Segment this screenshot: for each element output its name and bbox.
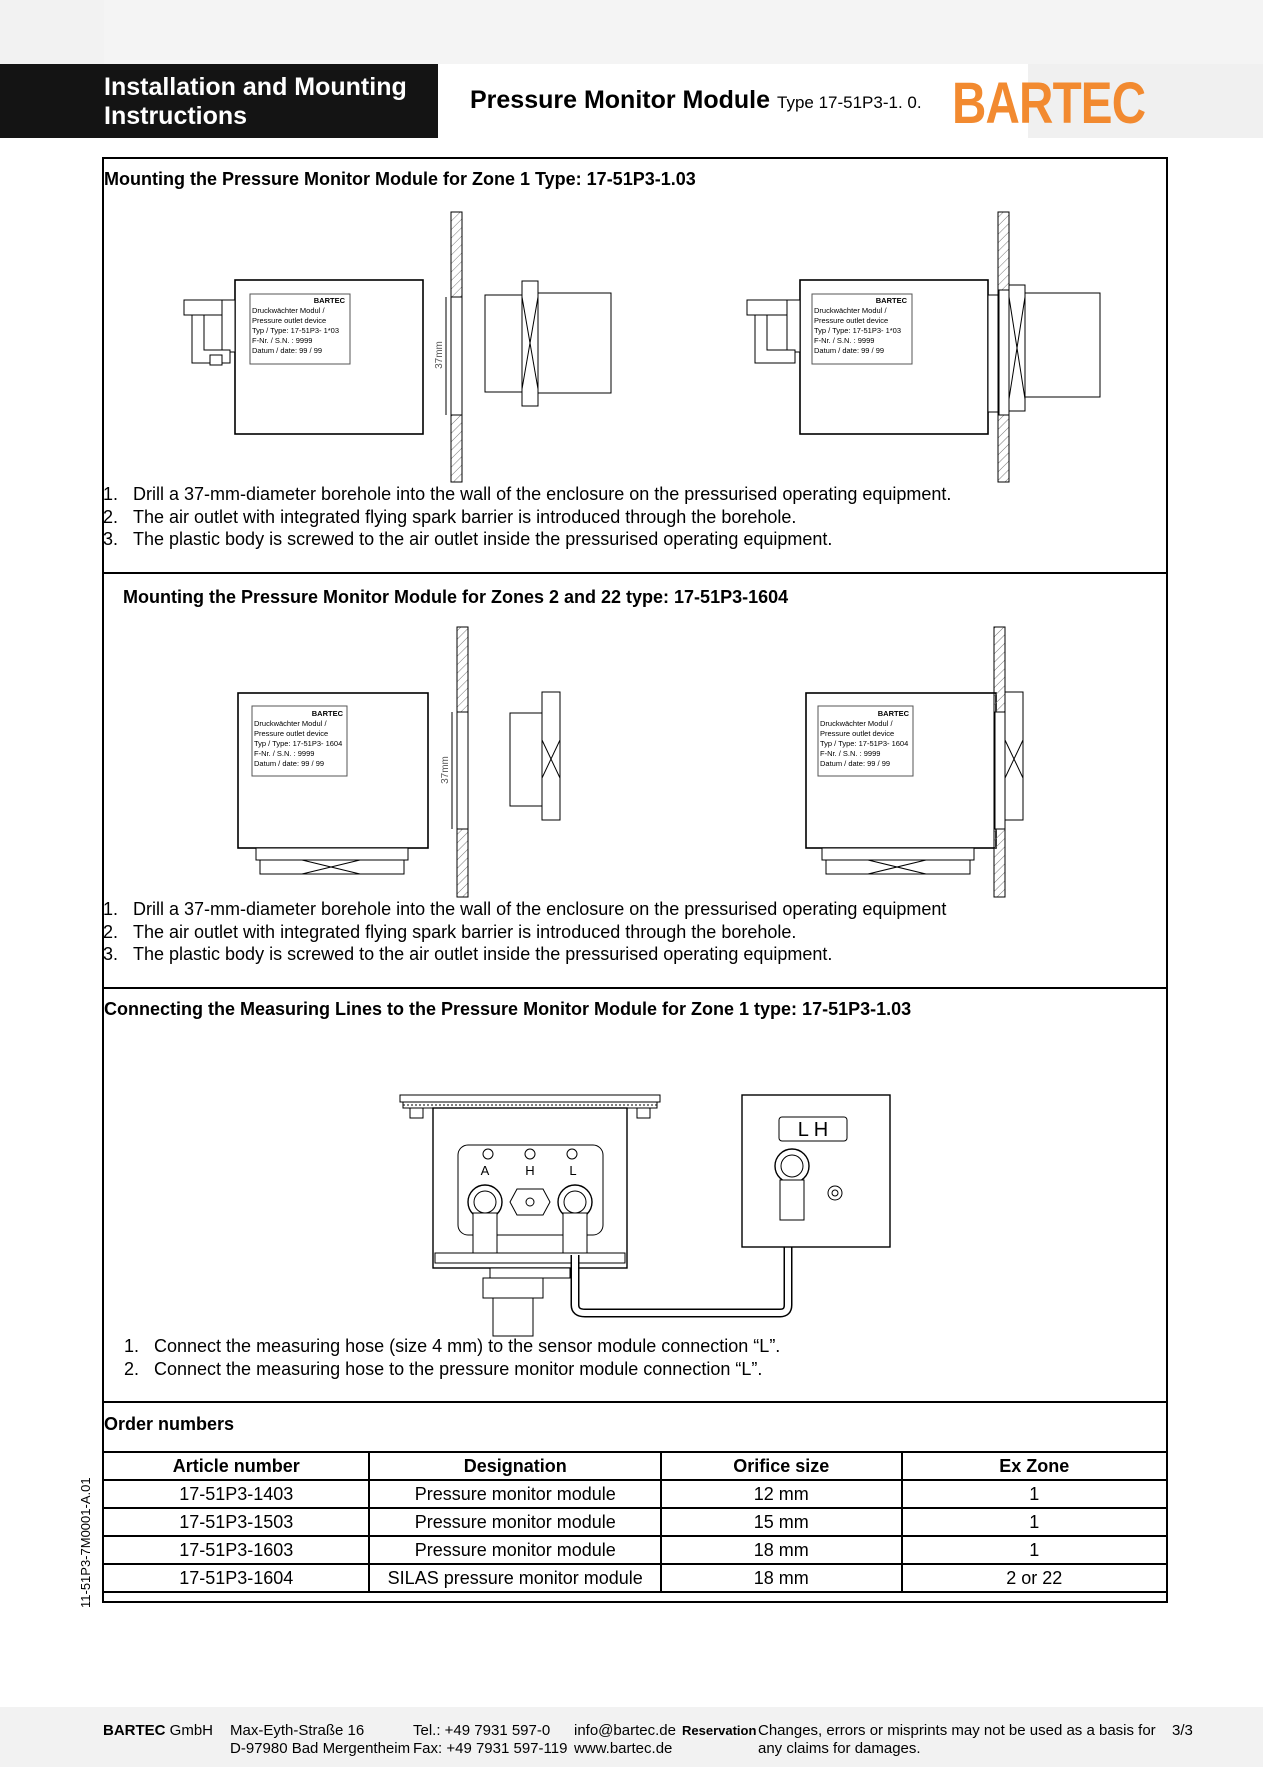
col-header: Ex Zone — [902, 1452, 1167, 1480]
footer-web[interactable]: www.bartec.de — [574, 1740, 673, 1757]
footer-fax: Fax: +49 7931 597-119 — [413, 1740, 568, 1757]
table-header-row — [103, 1452, 1167, 1480]
svg-text:Pressure outlet device: Pressure outlet device — [254, 729, 329, 738]
list-item: 2. Connect the measuring hose to the pressure monitor module connection “L”. — [124, 1358, 763, 1379]
svg-text:Datum / date: 99 / 99: Datum / date: 99 / 99 — [254, 759, 325, 768]
svg-text:37mm: 37mm — [440, 756, 451, 784]
device-label-brand: BARTEC — [313, 296, 345, 305]
order-table — [102, 1451, 1168, 1593]
svg-text:BARTEC: BARTEC — [875, 296, 907, 305]
svg-text:F-Nr. / S.N. : 9999: F-Nr. / S.N. : 9999 — [252, 336, 313, 345]
dimension-37mm: 37mm — [434, 341, 445, 369]
port-h-label: H — [525, 1163, 535, 1178]
page-footer: BARTEC GmbH Max-Eyth-Straße 16 D-97980 Bad Mergentheim Tel.: +49 7931 597-0 Fax: +49 7931 597-119 info@bartec.de www.bartec.de Reservation Changes, errors or misprints may not be used as a basis for any claims for damages. 3/3 — [0, 1707, 1263, 1767]
svg-text:F-Nr. / S.N. : 9999: F-Nr. / S.N. : 9999 — [814, 336, 875, 345]
svg-text:Druckwächter Modul /: Druckwächter Modul / — [820, 719, 893, 728]
header-product-title — [470, 86, 922, 115]
svg-text:Druckwächter Modul /: Druckwächter Modul / — [252, 306, 325, 315]
footer-email[interactable]: info@bartec.de — [574, 1722, 676, 1739]
section1-title: Mounting the Pressure Monitor Module for Zone 1 Type: 17-51P3-1.03 — [104, 169, 696, 189]
col-header: Orifice size — [661, 1452, 902, 1480]
product-name: Pressure Monitor Module — [470, 86, 771, 114]
zone2-device-right — [806, 627, 1023, 897]
order-numbers-title: Order numbers — [104, 1414, 235, 1434]
table-row: 17-51P3-1603 Pressure monitor module 18 mm 1 — [103, 1536, 1167, 1564]
section-divider — [102, 987, 1168, 989]
svg-text:Typ / Type: 17-51P3- 1604: Typ / Type: 17-51P3- 1604 — [254, 739, 343, 748]
section-divider — [102, 1401, 1168, 1403]
section-divider — [102, 572, 1168, 574]
section2-steps — [103, 898, 946, 966]
footer-city: D-97980 Bad Mergentheim — [230, 1740, 411, 1757]
sensor-module — [742, 1095, 890, 1247]
section3-steps — [124, 1335, 780, 1380]
footer-reservation-label: Reservation — [682, 1723, 757, 1738]
col-header: Designation — [369, 1452, 661, 1480]
svg-text:Datum / date: 99 / 99: Datum / date: 99 / 99 — [252, 346, 323, 355]
pressure-monitor-module — [400, 1095, 660, 1336]
footer-reservation-line1: Changes, errors or misprints may not be used as a basis for — [758, 1722, 1156, 1739]
zone2-device-left — [238, 693, 428, 874]
svg-text:F-Nr. / S.N. : 9999: F-Nr. / S.N. : 9999 — [254, 749, 315, 758]
section1-steps — [103, 483, 951, 551]
top-band — [0, 0, 1263, 64]
section2-title: Mounting the Pressure Monitor Module for Zones 2 and 22 type: 17-51P3-1604 — [123, 587, 789, 607]
list-item: 3. The plastic body is screwed to the air outlet inside the pressurised operating equipment. — [103, 529, 833, 549]
sensor-port-labels: L H — [797, 1119, 829, 1141]
svg-text:Druckwächter Modul /: Druckwächter Modul / — [814, 306, 887, 315]
zone1-device-left — [184, 280, 423, 434]
port-a-label: A — [480, 1163, 490, 1178]
svg-text:BARTEC: BARTEC — [877, 709, 909, 718]
svg-text:Druckwächter Modul /: Druckwächter Modul / — [254, 719, 327, 728]
svg-text:F-Nr. / S.N. : 9999: F-Nr. / S.N. : 9999 — [820, 749, 881, 758]
footer-reservation-line2: any claims for damages. — [758, 1740, 921, 1757]
product-type: Type 17-51P3-1. 0. — [777, 93, 922, 112]
zone1-device-right — [747, 212, 1100, 482]
list-item: 1. Drill a 37-mm-diameter borehole into the wall of the enclosure on the pressurised operating equipment — [103, 899, 947, 919]
svg-text:Pressure outlet device: Pressure outlet device — [814, 316, 889, 325]
footer-tel: Tel.: +49 7931 597-0 — [413, 1722, 551, 1739]
list-item: 2. The air outlet with integrated flying spark barrier is introduced through the borehole. — [103, 506, 797, 527]
svg-text:Typ / Type: 17-51P3- 1604: Typ / Type: 17-51P3- 1604 — [820, 739, 909, 748]
footer-company: BARTEC — [103, 1722, 166, 1739]
svg-text:Pressure outlet device: Pressure outlet device — [820, 729, 895, 738]
port-l-label: L — [569, 1163, 577, 1178]
page-number: 3/3 — [1172, 1722, 1193, 1739]
footer-street: Max-Eyth-Straße 16 — [230, 1722, 365, 1739]
zone2-mounting-diagram — [230, 620, 1030, 900]
air-outlet-separate — [510, 692, 560, 820]
svg-text:Typ / Type: 17-51P3- 1*03: Typ / Type: 17-51P3- 1*03 — [252, 326, 340, 335]
list-item: 1. Connect the measuring hose (size 4 mm) to the sensor module connection “L”. — [124, 1336, 781, 1356]
air-outlet-separate — [485, 281, 611, 406]
col-header: Article number — [103, 1452, 369, 1480]
table-row: 17-51P3-1604 SILAS pressure monitor module 18 mm 2 or 22 — [103, 1564, 1167, 1592]
svg-text:BARTEC: BARTEC — [311, 709, 343, 718]
header-left-block — [0, 64, 438, 138]
header-left-title: Installation and Mounting Instructions — [104, 73, 407, 130]
list-item: 2. The air outlet with integrated flying spark barrier is introduced through the borehole. — [103, 921, 797, 942]
svg-text:Typ / Type: 17-51P3- 1*03: Typ / Type: 17-51P3- 1*03 — [814, 326, 902, 335]
bartec-logo: BARTEC — [952, 71, 1146, 136]
section3-title: Connecting the Measuring Lines to the Pressure Monitor Module for Zone 1 type: 17-51P3-1.03 — [104, 999, 912, 1019]
svg-text:Datum / date: 99 / 99: Datum / date: 99 / 99 — [814, 346, 885, 355]
table-row: 17-51P3-1403 Pressure monitor module 12 mm 1 — [103, 1480, 1167, 1508]
svg-text:Pressure outlet device: Pressure outlet device — [252, 316, 327, 325]
document-code: 11-51P3-7M0001-A.01 — [78, 1477, 93, 1608]
list-item: 1. Drill a 37-mm-diameter borehole into the wall of the enclosure on the pressurised operating equipment. — [103, 484, 952, 504]
table-row: 17-51P3-1503 Pressure monitor module 15 mm 1 — [103, 1508, 1167, 1536]
measuring-lines-diagram — [395, 1085, 905, 1345]
svg-text:Datum / date: 99 / 99: Datum / date: 99 / 99 — [820, 759, 891, 768]
list-item: 3. The plastic body is screwed to the air outlet inside the pressurised operating equipment. — [103, 944, 833, 964]
zone1-mounting-diagram — [170, 205, 1130, 485]
